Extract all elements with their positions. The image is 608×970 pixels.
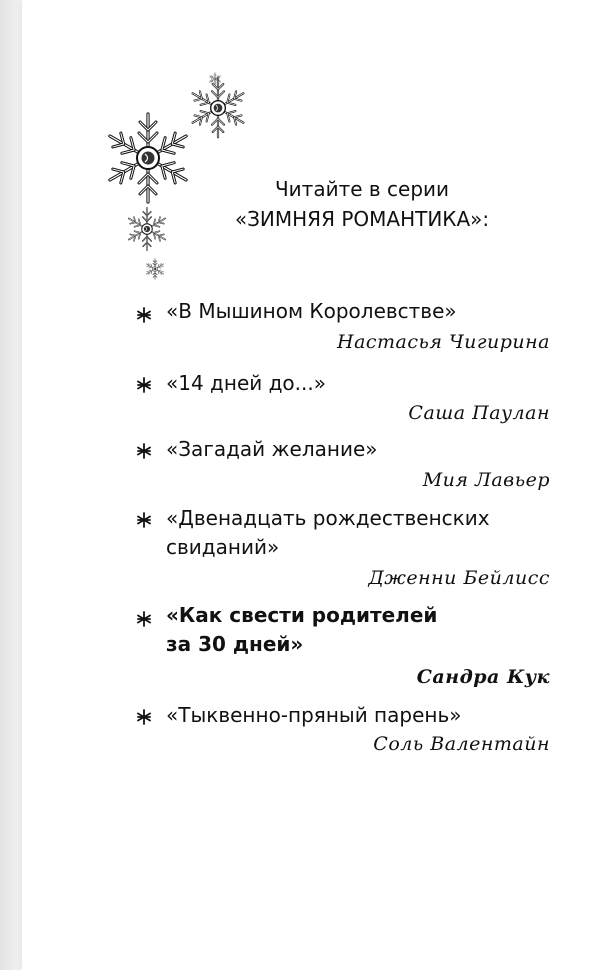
series-heading-line1: Читайте в серии <box>274 177 450 201</box>
book-title-line: «Двенадцать рождественских <box>166 506 490 530</box>
page-edge-shadow <box>0 0 22 970</box>
book-title-line: «14 дней до...» <box>166 371 326 395</box>
book-page <box>22 0 608 970</box>
book-title <box>166 504 566 562</box>
asterisk-bullet-icon <box>134 375 154 395</box>
book-author: Дженни Бейлисс <box>368 567 550 589</box>
book-author: Соль Валентайн <box>373 733 550 755</box>
book-title <box>166 369 566 398</box>
book-title-line: «Тыквенно-пряный парень» <box>166 703 462 727</box>
snowflake-icon <box>100 110 196 206</box>
book-author: Саша Паулан <box>408 402 550 424</box>
book-title-line: за 30 дней» <box>166 632 304 656</box>
book-title-line: «В Мышином Королевстве» <box>166 299 457 323</box>
book-author: Сандра Кук <box>416 666 550 688</box>
snowflake-icon <box>124 206 170 252</box>
asterisk-bullet-icon <box>134 441 154 461</box>
snowflake-icon <box>144 258 166 280</box>
book-title <box>166 297 566 326</box>
asterisk-bullet-icon <box>134 707 154 727</box>
asterisk-bullet-icon <box>134 510 154 530</box>
series-heading <box>212 174 512 234</box>
asterisk-bullet-icon <box>134 305 154 325</box>
book-author: Настасья Чигирина <box>337 331 550 353</box>
book-title-line: свиданий» <box>166 535 280 559</box>
book-author: Мия Лавьер <box>422 469 550 491</box>
snowflake-icon <box>208 72 222 86</box>
book-title <box>166 435 566 464</box>
book-title-line: «Загадай желание» <box>166 437 378 461</box>
book-title <box>166 701 566 730</box>
series-heading-title: «ЗИМНЯЯ РОМАНТИКА»: <box>234 207 490 231</box>
book-title-line: «Как свести родителей <box>166 603 438 627</box>
book-title <box>166 601 566 659</box>
asterisk-bullet-icon <box>134 609 154 629</box>
